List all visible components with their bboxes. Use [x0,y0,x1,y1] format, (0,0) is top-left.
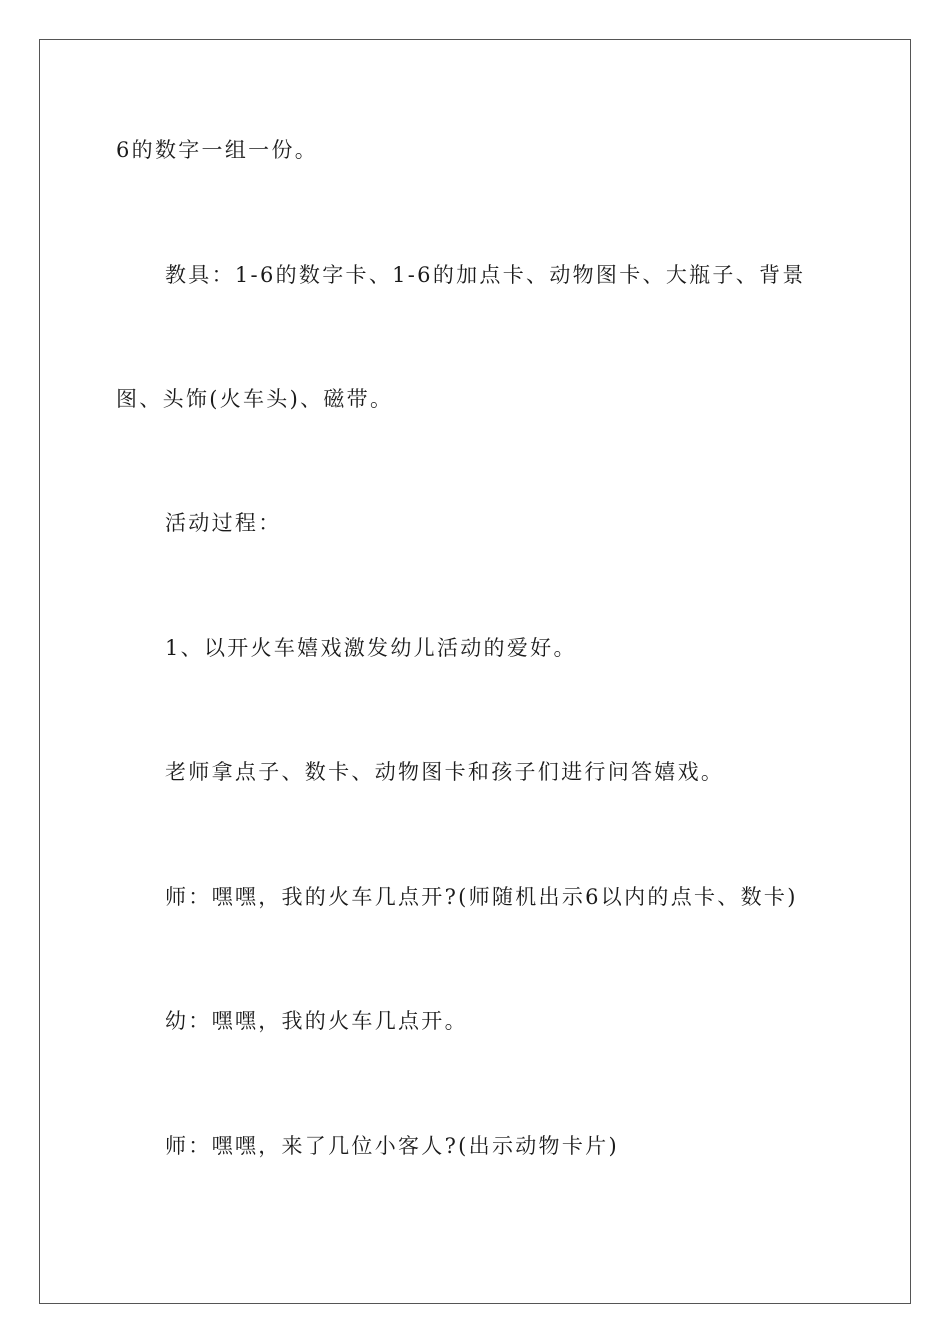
paragraph-materials-continued: 6的数字一组一份。 [116,138,319,162]
paragraph-teacher-line-2: 师：嘿嘿，来了几位小客人?(出示动物卡片) [165,1134,619,1158]
paragraph-step-1: 1、以开火车嬉戏激发幼儿活动的爱好。 [165,636,577,660]
page-border [39,39,911,1304]
heading-activity-process: 活动过程： [165,511,282,535]
paragraph-child-line: 幼：嘿嘿，我的火车几点开。 [165,1009,468,1033]
paragraph-teaching-aids: 教具：1-6的数字卡、1-6的加点卡、动物图卡、大瓶子、背景 [165,263,806,287]
paragraph-teaching-aids-continued: 图、头饰(火车头)、磁带。 [116,387,394,411]
paragraph-teacher-line-1: 师：嘿嘿，我的火车几点开?(师随机出示6以内的点卡、数卡) [165,885,798,909]
paragraph-teacher-game: 老师拿点子、数卡、动物图卡和孩子们进行问答嬉戏。 [165,760,725,784]
